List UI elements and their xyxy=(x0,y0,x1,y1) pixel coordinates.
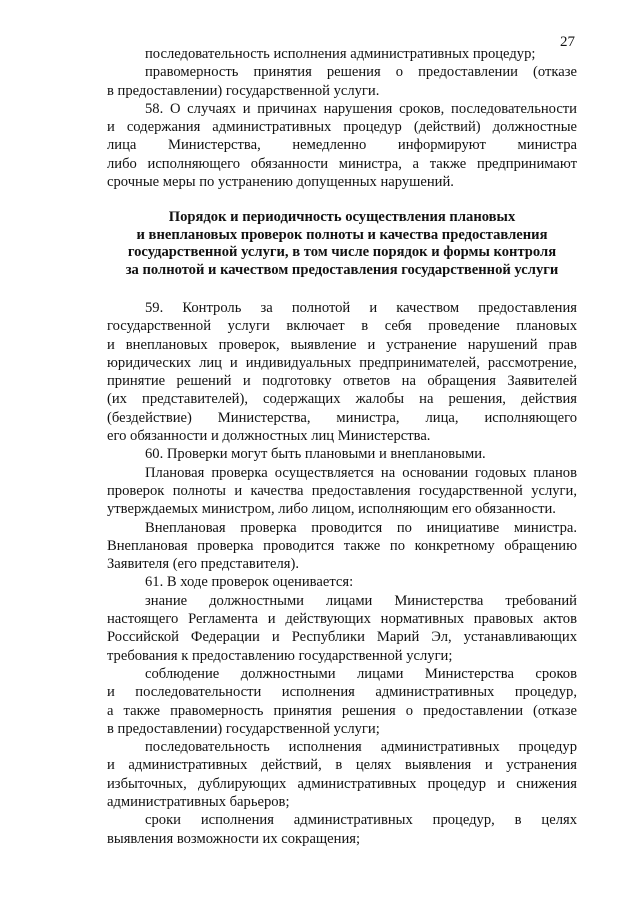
text-line: Заявителя (его представителя). xyxy=(107,556,299,573)
text-line: (бездействие) Министерства, министра, лица, исполняющего xyxy=(107,409,577,426)
text-line: 59. Контроль за полнотой и качеством предоставления xyxy=(145,300,577,316)
text-block-2 xyxy=(107,299,577,848)
text-block-1 xyxy=(107,45,577,191)
text-line: либо исполняющего обязанности министра, а также предпринимают xyxy=(107,155,577,172)
text-line: в предоставлении) государственной услуги; xyxy=(107,720,380,737)
text-line: принятие решений и подготовку ответов на обращения Заявителей xyxy=(107,373,577,390)
text-line: требования к предоставлению государственной услуги; xyxy=(107,647,453,664)
text-line: срочные меры по устранению допущенных нарушений. xyxy=(107,174,454,191)
text-line: и последовательности исполнения административных процедур, xyxy=(107,684,577,701)
text-line: и внеплановых проверок, выявление и устранение нарушений прав xyxy=(107,336,577,353)
text-line: Плановая проверка осуществляется на основании годовых планов xyxy=(145,464,577,481)
text-line: Российской Федерации и Республики Марий Эл, устанавливающих xyxy=(107,629,577,646)
text-line: проверок полноты и качества предоставления государственной услуги, xyxy=(107,482,577,499)
text-line: а также правомерность принятия решения о предоставлении (отказе xyxy=(107,702,577,719)
page-number: 27 xyxy=(560,34,575,50)
text-line: 60. Проверки могут быть плановыми и внеплановыми. xyxy=(145,446,486,463)
text-line: 61. В ходе проверок оценивается: xyxy=(145,574,354,591)
text-line: лица Министерства, немедленно информируют министра xyxy=(107,137,577,154)
text-line: 58. О случаях и причинах нарушения сроков, последовательности xyxy=(145,100,577,117)
text-line: настоящего Регламента и действующих нормативных правовых актов xyxy=(107,611,577,628)
document-body xyxy=(107,45,577,848)
text-line: государственной услуги включает в себя проведение плановых xyxy=(107,318,577,335)
text-line: и содержания административных процедур (действий) должностные xyxy=(107,119,577,136)
text-line: (их представителей), содержащих жалобы на решения, действия xyxy=(107,391,577,408)
text-line: последовательность исполнения административных процедур; xyxy=(145,46,536,62)
text-line: утверждаемых министром, либо лицом, исполняющим его обязанности. xyxy=(107,501,556,518)
text-line: соблюдение должностными лицами Министерства сроков xyxy=(145,665,577,682)
text-line: административных барьеров; xyxy=(107,794,290,811)
text-line: выявления возможности их сокращения; xyxy=(107,830,361,847)
text-line: его обязанности и должностных лиц Министерства. xyxy=(107,428,431,445)
text-line: юридических лиц и индивидуальных предпринимателей, рассмотрение, xyxy=(107,354,577,371)
text-line: знание должностными лицами Министерства требований xyxy=(145,592,577,609)
text-line: и административных действий, в целях выявления и устранения xyxy=(107,757,577,774)
text-line: избыточных, дублирующих административных процедур и снижения xyxy=(107,775,577,792)
heading-line: за полнотой и качеством предоставления государственной услуги xyxy=(125,261,559,278)
text-line: последовательность исполнения административных процедур xyxy=(145,739,577,756)
section-heading xyxy=(107,209,577,279)
text-line: Внеплановая проверка проводится по инициативе министра. xyxy=(145,519,577,536)
text-line: Внеплановая проверка проводится также по конкретному обращению xyxy=(107,537,577,554)
heading-line: и внеплановых проверок полноты и качества предоставления xyxy=(136,226,548,243)
heading-line: Порядок и периодичность осуществления плановых xyxy=(168,209,516,226)
text-line: сроки исполнения административных процедур, в целях xyxy=(145,812,577,829)
heading-line: государственной услуги, в том числе порядок и формы контроля xyxy=(127,244,557,261)
text-line: правомерность принятия решения о предоставлении (отказе xyxy=(145,64,577,81)
text-line: в предоставлении) государственной услуги. xyxy=(107,82,380,99)
